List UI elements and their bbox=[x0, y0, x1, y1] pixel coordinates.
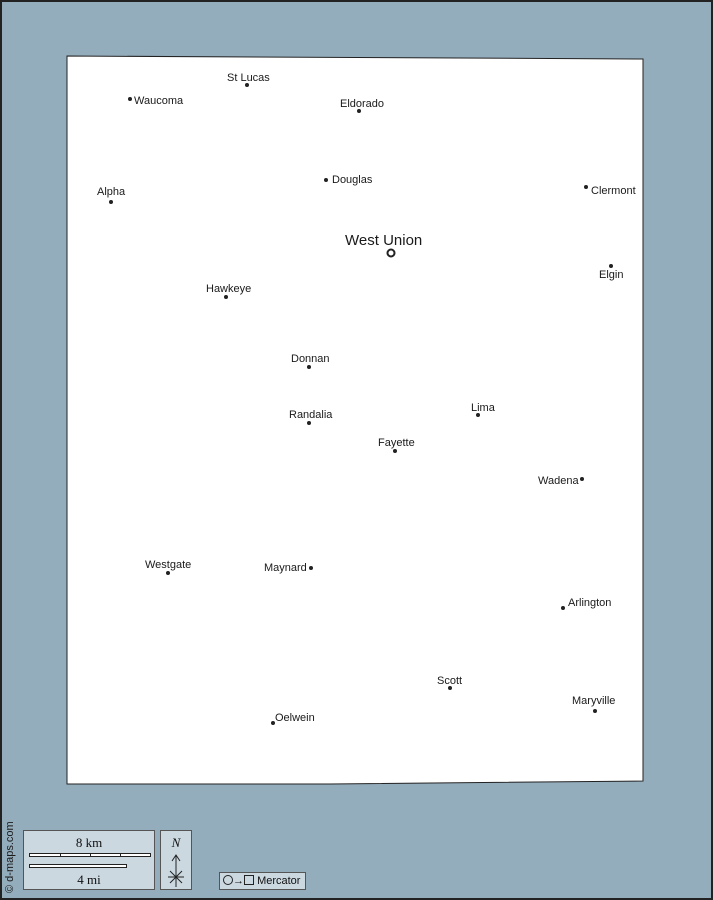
town-dot-icon bbox=[109, 200, 113, 204]
town-label: Arlington bbox=[568, 597, 612, 609]
county-boundary bbox=[67, 56, 643, 784]
town-dot-icon bbox=[309, 566, 313, 570]
town-label: Clermont bbox=[591, 185, 636, 197]
north-arrow bbox=[160, 830, 192, 890]
town-dot-icon bbox=[307, 421, 311, 425]
town-dot-icon bbox=[128, 97, 132, 101]
town-dot-icon bbox=[393, 449, 397, 453]
projection-label: Mercator bbox=[257, 875, 301, 887]
town-dot-icon bbox=[593, 709, 597, 713]
town-label: Oelwein bbox=[275, 712, 315, 724]
scale-bar bbox=[23, 830, 155, 890]
town-wadena bbox=[538, 475, 584, 487]
town-label: Donnan bbox=[291, 353, 330, 365]
scale-mi-label: 4 mi bbox=[77, 872, 101, 887]
town-oelwein bbox=[271, 712, 315, 725]
town-dot-icon bbox=[561, 606, 565, 610]
town-dot-icon bbox=[224, 295, 228, 299]
town-label: Fayette bbox=[378, 437, 415, 449]
town-dot-icon bbox=[307, 365, 311, 369]
scale-mi-bar bbox=[29, 864, 127, 868]
town-dot-icon bbox=[609, 264, 613, 268]
town-dot-icon bbox=[166, 571, 170, 575]
compass-icon bbox=[161, 851, 191, 891]
town-dot-icon bbox=[580, 477, 584, 481]
copyright-label: © d-maps.com bbox=[4, 821, 16, 893]
town-maynard bbox=[264, 562, 313, 574]
town-label: Elgin bbox=[599, 269, 624, 281]
town-arlington bbox=[561, 597, 611, 610]
town-label: Douglas bbox=[332, 174, 373, 186]
town-label: Wadena bbox=[538, 475, 579, 487]
town-label: St Lucas bbox=[227, 72, 270, 84]
projection-note: → Mercator bbox=[219, 872, 306, 890]
town-label: Scott bbox=[437, 675, 463, 687]
town-clermont bbox=[584, 185, 636, 197]
town-label: Eldorado bbox=[340, 98, 385, 110]
scale-km-bar bbox=[29, 853, 151, 857]
circle-icon bbox=[223, 875, 233, 885]
town-label: Waucoma bbox=[134, 95, 184, 107]
town-label: Maryville bbox=[572, 695, 616, 707]
town-label: Maynard bbox=[264, 562, 307, 574]
circle-ring-icon bbox=[388, 250, 395, 257]
town-dot-icon bbox=[584, 185, 588, 189]
town-label: Alpha bbox=[97, 186, 126, 198]
square-icon bbox=[244, 875, 254, 885]
town-label: Westgate bbox=[145, 559, 192, 571]
town-label: Randalia bbox=[289, 409, 333, 421]
town-waucoma bbox=[128, 95, 184, 107]
town-label: Hawkeye bbox=[206, 283, 252, 295]
town-label: Lima bbox=[471, 402, 495, 414]
north-letter: N bbox=[171, 835, 181, 850]
town-douglas bbox=[324, 174, 373, 186]
town-dot-icon bbox=[324, 178, 328, 182]
scale-km-label: 8 km bbox=[75, 835, 103, 850]
seat-label: West Union bbox=[345, 232, 423, 249]
